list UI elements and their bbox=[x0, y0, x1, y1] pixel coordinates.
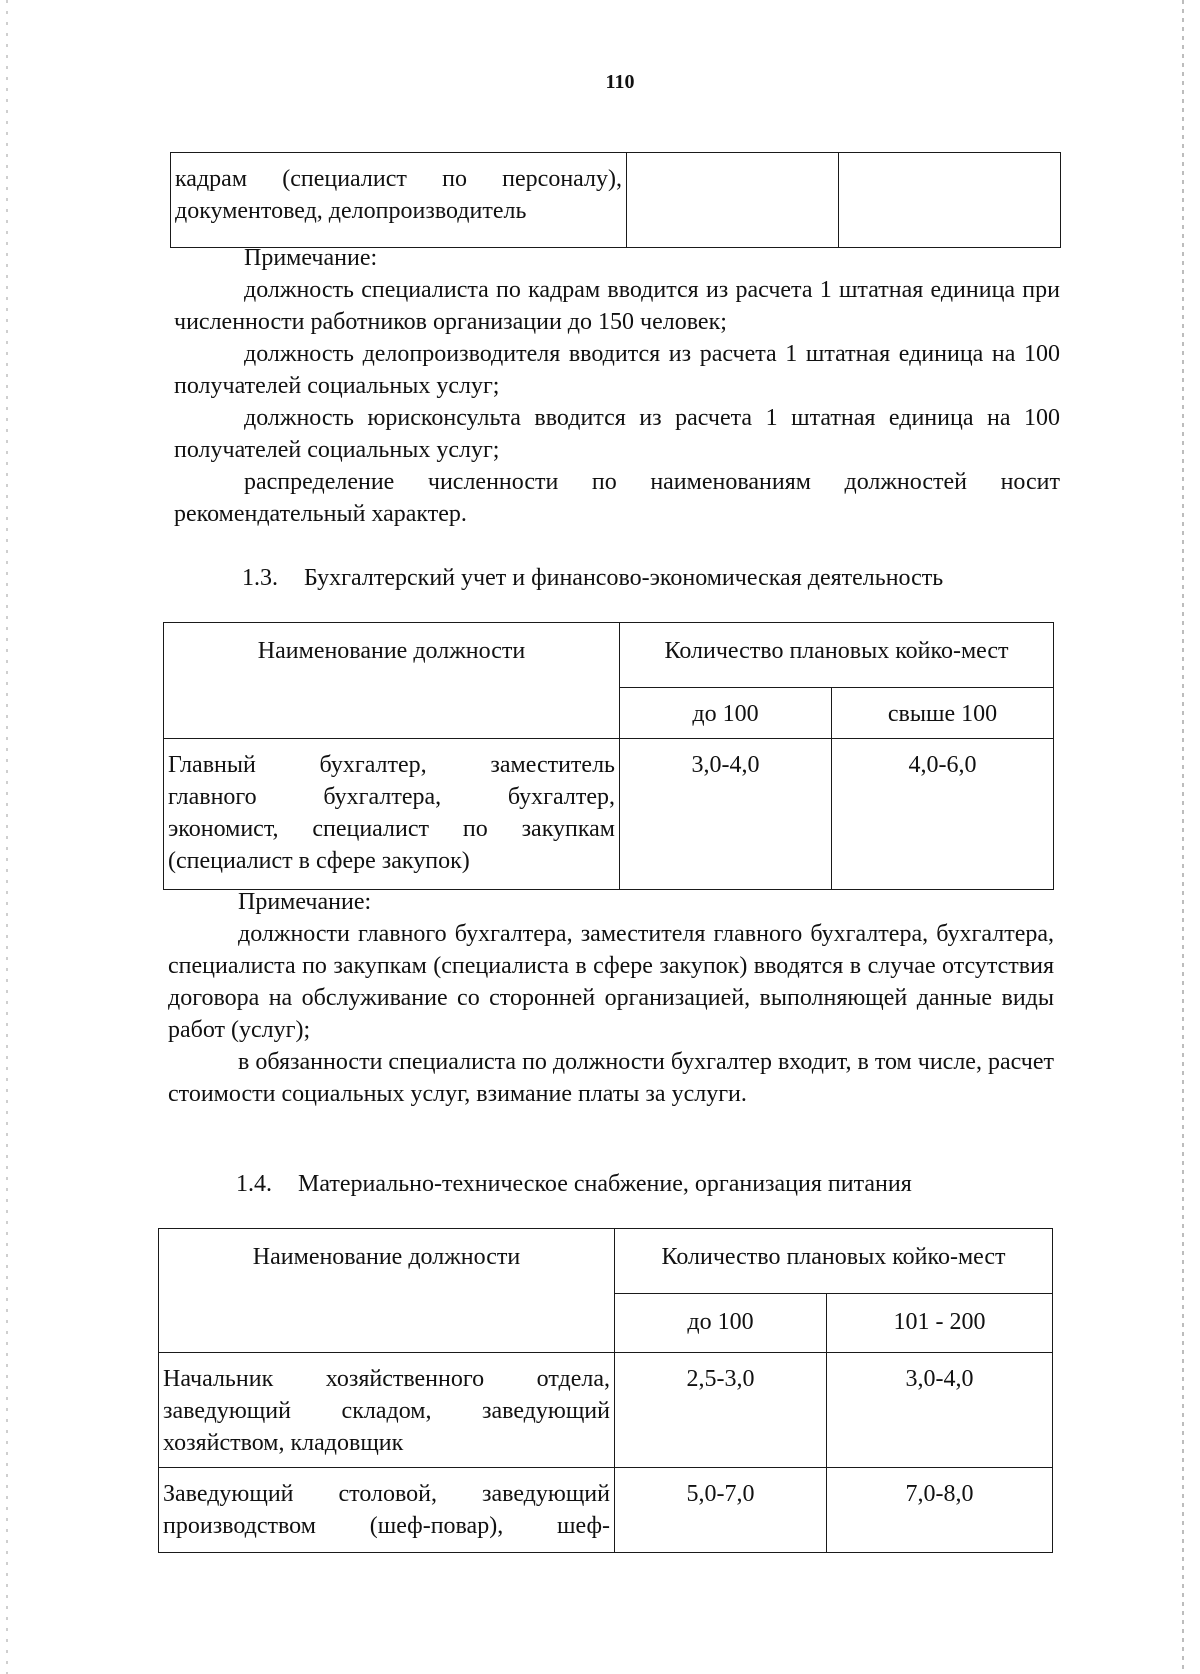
accounting-staff-table bbox=[163, 622, 1054, 890]
note-label: Примечание: bbox=[244, 245, 378, 271]
value-cell bbox=[627, 153, 839, 248]
position-name-line: хозяйством, кладовщик bbox=[163, 1430, 404, 1456]
note-paragraph: должность специалиста по кадрам вводится из расчета 1 штатная единица при численности работников организации до 150 человек; bbox=[174, 277, 1060, 335]
value-cell: 7,0-8,0 bbox=[827, 1468, 1053, 1553]
section-number: 1.4. bbox=[236, 1171, 272, 1197]
note-paragraph: распределение численности по наименованиям должностей носит рекомендательный характер. bbox=[174, 469, 1060, 527]
position-name-line: (специалист в сфере закупок) bbox=[168, 848, 470, 874]
note-block bbox=[168, 886, 1054, 1110]
position-name-line: кадрам (специалист по персоналу), bbox=[175, 166, 622, 192]
value-cell bbox=[839, 153, 1061, 248]
value-cell: 3,0-4,0 bbox=[827, 1353, 1053, 1468]
table-row bbox=[159, 1468, 1053, 1553]
note-label: Примечание: bbox=[238, 889, 372, 915]
position-name-line: заведующий складом, заведующий bbox=[163, 1398, 610, 1424]
position-name-cell bbox=[164, 739, 620, 890]
column-header: Наименование должности bbox=[159, 1229, 615, 1353]
table-row bbox=[164, 739, 1054, 890]
position-name-line: экономист, специалист по закупкам bbox=[168, 816, 615, 842]
section-heading bbox=[242, 562, 943, 594]
column-subheader: до 100 bbox=[615, 1294, 827, 1353]
table-header-row bbox=[159, 1229, 1053, 1294]
position-name-line: Начальник хозяйственного отдела, bbox=[163, 1366, 610, 1392]
note-block bbox=[174, 242, 1060, 530]
position-name-cell bbox=[171, 153, 627, 248]
position-name-line: документовед, делопроизводитель bbox=[175, 198, 527, 224]
position-name-line: производством (шеф-повар), шеф- bbox=[163, 1513, 610, 1539]
staff-table-continuation bbox=[170, 152, 1061, 248]
column-header: Наименование должности bbox=[164, 623, 620, 739]
note-paragraph: должности главного бухгалтера, заместителя главного бухгалтера, бухгалтера, специалиста по закупкам (специалиста в сфере закупок) вводятся в случае отсутствия договора на обслуживание со сторонней организацией, выполняющей данные виды работ (услуг); bbox=[168, 921, 1054, 1043]
table-row bbox=[171, 153, 1061, 248]
page-number: 110 bbox=[605, 71, 635, 93]
section-title: Материально-техническое снабжение, организация питания bbox=[298, 1171, 912, 1197]
scan-edge-right bbox=[1182, 0, 1184, 1674]
position-name-cell bbox=[159, 1468, 615, 1553]
note-paragraph: должность юрисконсульта вводится из расчета 1 штатная единица на 100 получателей социальных услуг; bbox=[174, 405, 1060, 463]
scan-edge-left bbox=[6, 0, 8, 1674]
value-cell: 5,0-7,0 bbox=[615, 1468, 827, 1553]
position-name-cell bbox=[159, 1353, 615, 1468]
note-paragraph: должность делопроизводителя вводится из расчета 1 штатная единица на 100 получателей социальных услуг; bbox=[174, 341, 1060, 399]
column-header: Количество плановых койко-мест bbox=[620, 623, 1054, 688]
column-subheader: свыше 100 bbox=[832, 688, 1054, 739]
column-subheader: до 100 bbox=[620, 688, 832, 739]
section-title: Бухгалтерский учет и финансово-экономическая деятельность bbox=[304, 565, 944, 591]
value-cell: 2,5-3,0 bbox=[615, 1353, 827, 1468]
value-cell: 4,0-6,0 bbox=[832, 739, 1054, 890]
table-header-row bbox=[164, 623, 1054, 688]
table-row bbox=[159, 1353, 1053, 1468]
position-name-line: Заведующий столовой, заведующий bbox=[163, 1481, 610, 1507]
position-name-line: главного бухгалтера, бухгалтер, bbox=[168, 784, 615, 810]
value-cell: 3,0-4,0 bbox=[620, 739, 832, 890]
column-header: Количество плановых койко-мест bbox=[615, 1229, 1053, 1294]
supply-staff-table bbox=[158, 1228, 1053, 1553]
note-paragraph: в обязанности специалиста по должности бухгалтер входит, в том числе, расчет стоимости социальных услуг, взимание платы за услуги. bbox=[168, 1049, 1054, 1107]
column-subheader: 101 - 200 bbox=[827, 1294, 1053, 1353]
section-heading bbox=[236, 1168, 912, 1200]
position-name-line: Главный бухгалтер, заместитель bbox=[168, 752, 615, 778]
section-number: 1.3. bbox=[242, 565, 278, 591]
